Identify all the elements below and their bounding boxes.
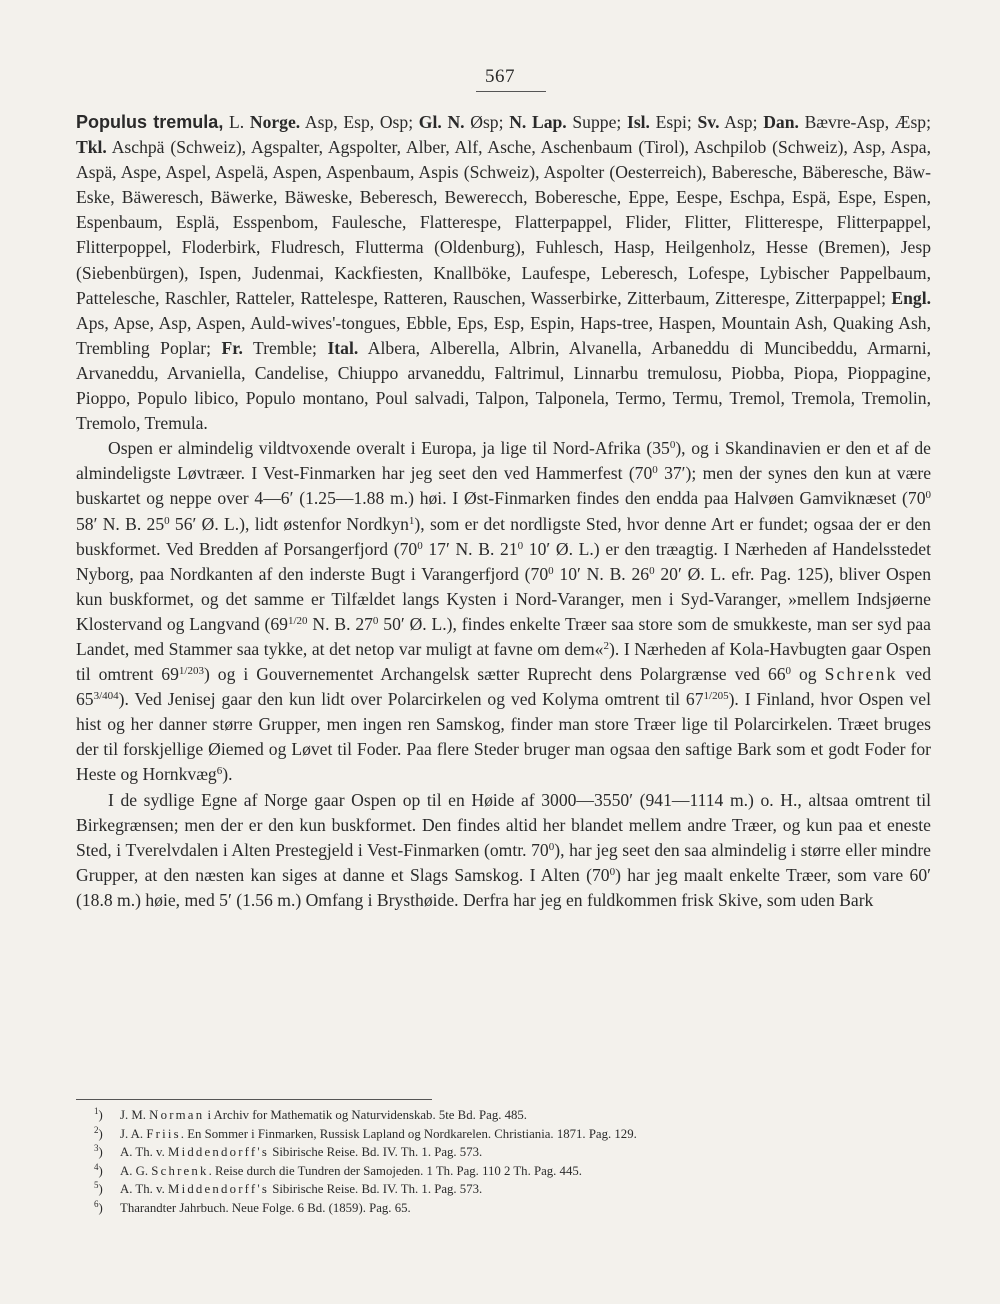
degree-mark: 0 — [548, 564, 554, 577]
footnote-ref: 2 — [603, 639, 609, 652]
language-label: Tkl. — [76, 137, 107, 158]
footnote-text: A. Th. v. — [120, 1182, 168, 1196]
footnote — [94, 1143, 894, 1162]
text-run: 17′ N. B. 21 — [422, 538, 518, 559]
footnote-text: A. Th. v. — [120, 1145, 168, 1159]
degree-mark: 0 — [669, 439, 676, 452]
footnote — [94, 1125, 894, 1144]
vernacular-list: Asp, Esp, Osp; — [300, 112, 419, 132]
text-run: ). Ved Jenisej gaar den kun lidt over Polarcirkelen og ved Kolyma omtrent til 67 — [118, 689, 704, 710]
degree-mark: 0 — [192, 665, 199, 678]
degree-mark: 0 — [785, 665, 792, 678]
degree-mark: 0 — [372, 614, 379, 627]
degree-mark: 0 — [302, 614, 308, 627]
footnote-text: Tharandter Jahrbuch. Neue Folge. 6 Bd. (1859). Pag. 65. — [120, 1200, 411, 1215]
header-rule — [476, 91, 546, 92]
language-label: Engl. — [891, 287, 931, 308]
footnote — [94, 1106, 894, 1125]
language-label: Fr. — [221, 337, 243, 358]
fraction: 3/4 — [93, 690, 108, 703]
text-run: ), har jeg seet den saa almindelig i større eller mindre Grupper, at den næsten kan siges at danne et Slags Samskog. I Alten (70 — [76, 839, 931, 885]
text-run: 56′ Ø. L.), lidt østenfor Nordkyn — [169, 513, 409, 534]
footnote-mark: $^4$) — [94, 1161, 103, 1178]
footnote-author: Schrenk — [151, 1163, 209, 1178]
text-run: 20′ Ø. L. efr. Pag. 125), bliver Ospen kun buskformet, og det samme er Tilfældet langs Kysten i Nord-Varanger, men i Syd-Varanger, »mellem Indsjøerne Klostervand og Langvand (69 — [76, 563, 932, 634]
text-run: ) har jeg maalt enkelte Træer, som vare 60′ (18.8 m.) høie, med 5′ (1.56 m.) Omfang i Brysthøide. Derfra har jeg en fuldkommen frisk Skive, som uden Bark — [76, 864, 931, 910]
footnote-number: 2 — [94, 1124, 99, 1135]
page-number: 567 — [485, 66, 515, 87]
degree-mark: 0 — [925, 489, 931, 502]
footnote-mark: $^5$) — [94, 1180, 103, 1196]
footnote-mark: $^2$) — [94, 1124, 103, 1141]
footnote-ref: 1 — [408, 514, 415, 527]
fraction: 1/2 — [178, 665, 193, 678]
footnote-text: A. G. — [120, 1163, 152, 1178]
footnote-ref: 4 — [113, 690, 119, 703]
footnote-author: Middendorff's — [168, 1145, 270, 1159]
text-run: 50′ Ø. L.), findes enkelte Træer saa store som de smukkeste, man ser syd paa Landet, med Stammer saa tykke, at det netop var muligt at favne om dem« — [76, 613, 931, 659]
footnote-text: Sibirische Reise. Bd. IV. Th. 1. Pag. 573. — [269, 1182, 483, 1196]
entry-paragraph — [76, 110, 931, 436]
footnote-ref: 3 — [198, 665, 204, 678]
vernacular-list: Bævre-Asp, Æsp; — [798, 112, 931, 132]
footnote-ref: 5 — [723, 690, 729, 703]
degree-mark: 0 — [609, 865, 616, 878]
footnote-text: . Reise durch die Tundren der Samojeden. 1 Th. Pag. 110 2 Th. Pag. 445. — [208, 1163, 582, 1178]
footnote-rule — [76, 1099, 432, 1100]
degree-mark: 0 — [517, 539, 524, 552]
footnote-text: i Archiv for Mathematik og Naturvidenskab. 5te Bd. Pag. 485. — [204, 1108, 528, 1122]
language-label: Ital. — [327, 337, 359, 358]
footnote-author: Friis — [146, 1126, 181, 1141]
footnote-text: . En Sommer i Finmarken, Russisk Lapland og Nordkarelen. Christiania. 1871. Pag. 129. — [180, 1126, 637, 1141]
degree-mark: 0 — [417, 539, 423, 552]
text-run: ). I Finland, hvor Ospen vel hist og her danner større Grupper, men ingen ren Samskog, finder man store Træer lige til Polarcirkelen. Træet bruges der til forskjellige Øiemed og Løvet til Foder. Paa flere Steder bruger man ogsaa den saftige Bark som et godt Foder for Heste og Hornkvæg — [76, 689, 931, 785]
text-run: og — [791, 664, 825, 685]
species-name: Populus tremula, — [76, 112, 224, 132]
footnote-number: 1 — [94, 1106, 99, 1116]
text-run: 10′ N. B. 26 — [553, 563, 650, 584]
vernacular-list: Aps, Apse, Asp, Aspen, Auld-wives'-tongues, Ebble, Eps, Esp, Espin, Haps-tree, Haspen, Mountain Ash, Quaking Ash, Trembling Poplar; — [76, 312, 931, 358]
text-run: ). — [222, 764, 233, 785]
text-run: N. B. 27 — [307, 613, 373, 634]
vernacular-list: Aschpä (Schweiz), Agspalter, Agspolter, Alber, Alf, Asche, Aschenbaum (Tirol), Aschpilob (Schweiz), Asp, Aspa, Aspä, Aspe, Aspel, Aspelä, Aspen, Aspenbaum, Aspis (Schweiz), Aspolter (Oesterreich), Baberesche, Bäberesche, Bäw-Eske, Bäweresch, Bäwerke, Bäweske, Beberesch, Bewerесch, Boberesche, Eppe, Eespe, Eschpa, Espä, Espe, Espen, Espenbaum, Esplä, Esspenbom, Faulesche, Flatterespe, Flatterpappel, Flider, Flitter, Flitterespe, Flitterpappel, Flitterpoppel, Floderbirk, Fludresch, Flutterma (Oldenburg), Fuhlesch, Hasp, Heilgenholz, Hesse (Bremen), Jesp (Siebenbürgen), Ispen, Judenmai, Kackfiesten, Knallböke, Laufespe, Leberesch, Lofespe, Lybischer Pappelbaum, Pattelesche, Raschler, Ratteler, Rattelespe, Ratteren, Rauschen, Wasserbirke, Zitterbaum, Zitterespe, Zitterpappel; — [76, 137, 931, 308]
language-label: N. Lap. — [509, 112, 567, 132]
footnote-number: 3 — [94, 1143, 99, 1153]
text-run: Ospen er almindelig vildtvoxende overalt i Europa, ja lige til Nord-Afrika (35 — [108, 438, 670, 459]
vernacular-list: Tremble; — [242, 337, 328, 358]
fraction: 1/2 — [287, 614, 303, 627]
language-label: Gl. N. — [418, 112, 465, 132]
text-run: ), som er det nordligste Sted, hvor denne Art er fundet; ogsaa der er den buskformet. Ved Bredden af Porsangerfjord (70 — [76, 513, 931, 559]
footnote-author: Norman — [149, 1108, 205, 1122]
footnote — [94, 1162, 894, 1181]
degree-mark: 0 — [548, 840, 555, 853]
degree-mark: 0 — [717, 690, 724, 703]
footnote — [94, 1180, 894, 1199]
vernacular-list: Espi; — [649, 112, 698, 132]
footnote-mark: $^3$) — [94, 1143, 103, 1159]
text-run: ). I Nærheden af Kola-Havbugten gaar Ospen til omtrent 69 — [76, 638, 931, 685]
degree-mark: 0 — [107, 690, 114, 703]
footnote-number: 5 — [94, 1180, 99, 1190]
vernacular-names — [76, 112, 931, 433]
degree-mark: 0 — [652, 464, 658, 477]
language-label: Sv. — [697, 112, 720, 132]
language-label: Dan. — [763, 112, 799, 132]
text-run: I de sydlige Egne af Norge gaar Ospen op til en Høide af 3000—3550′ (941—1114 m.) o. H., altsaa omtrent til Birkegrænsen; men der er den kun buskformet. Den findes altid her blandet mellem andre Træer, og kun paa et eneste Sted, i Tverelvdalen i Alten Prestegjeld i Vest-Finmarken (omtr. 70 — [76, 789, 931, 860]
footnote — [94, 1199, 894, 1218]
footnote-ref: 6 — [216, 765, 223, 778]
fraction: 1/2 — [703, 690, 718, 703]
footnote-mark: $^1$) — [94, 1106, 103, 1122]
vernacular-list: Øsp; — [464, 112, 510, 132]
body-text — [76, 110, 931, 913]
vernacular-list: Asp; — [719, 112, 764, 132]
footnote-text: J. A. — [120, 1126, 147, 1141]
footnote-number: 6 — [94, 1198, 99, 1209]
language-label: Norge. — [249, 112, 301, 132]
text-run: 10′ Ø. L.) er den træagtig. I Nærheden af Handelsstedet Nyborg, paa Nordkanten af den inderste Bugt i Varangerfjord (70 — [76, 538, 931, 584]
author-name: Schrenk — [824, 664, 898, 685]
vernacular-list: Suppe; — [566, 112, 627, 132]
footnote-author: Middendorff's — [168, 1182, 270, 1196]
footnote-text: Sibirische Reise. Bd. IV. Th. 1. Pag. 573. — [269, 1145, 483, 1159]
text-run: ved 65 — [76, 664, 931, 710]
vernacular-list: Albera, Alberella, Albrin, Alvanella, Arbaneddu di Muncibeddu, Armarni, Arvaneddu, Arvaniella, Candelise, Chiuppo arvaneddu, Faltrimul, Linnarbu tremulosu, Piobba, Piopa, Pioppagine, Pioppo, Populo libico, Populo montano, Poul salvadi, Talpon, Talponela, Termo, Termu, Tremol, Tremola, Tremolin, Tremolo, Tremula. — [76, 337, 931, 434]
degree-mark: 0 — [164, 514, 170, 527]
degree-mark: 0 — [649, 564, 655, 577]
footnotes — [94, 1106, 894, 1217]
footnote-mark: $^6$) — [94, 1198, 103, 1215]
language-label: Isl. — [626, 112, 650, 132]
species-author: L. — [223, 112, 250, 132]
footnote-number: 4 — [94, 1161, 99, 1172]
text-run: ), og i Skandinavien er den et af de almindeligste Løvtræer. I Vest-Finmarken har jeg seet den ved Hammerfest (70 — [76, 438, 931, 484]
text-run: 37′); men der synes den kun at være buskartet og neppe over 4—6′ (1.25—1.88 m.) høi. I Øst-Finmarken findes den endda paa Halvøen Gamviknæset (70 — [76, 463, 932, 509]
text-run: 58′ N. B. 25 — [76, 513, 165, 534]
footnote-text: J. M. — [120, 1108, 150, 1122]
text-run: ) og i Gouvernementet Archangelsk sætter Ruprecht dens Polargrænse ved 66 — [203, 664, 786, 685]
distribution-paragraph — [76, 436, 931, 787]
height-paragraph — [76, 788, 931, 913]
